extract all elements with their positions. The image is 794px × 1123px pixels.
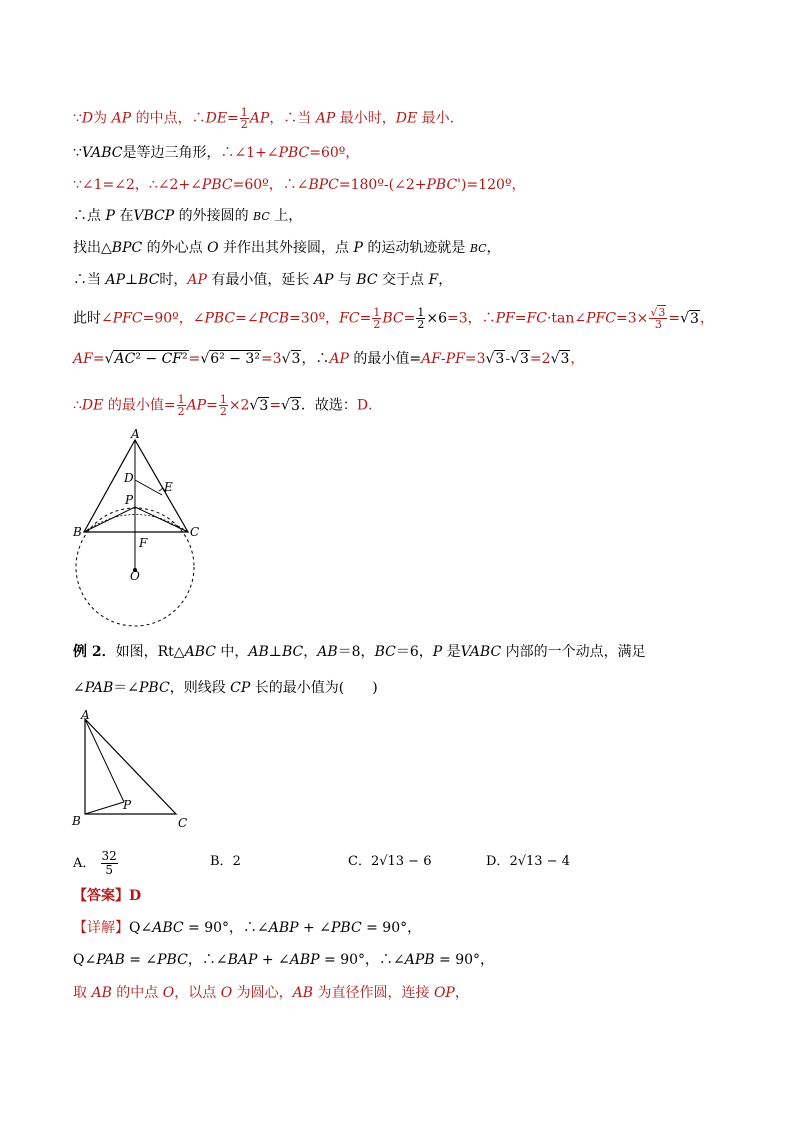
label-F: F [139, 536, 148, 550]
solution-line-1: ∵D为 AP 的中点，∴DE= $\frac{1}{2}$ AP，∴当 AP 最小时，DE 最小． [73, 106, 464, 131]
detail-line-1: 【详解】Q∠ABC = 90°，∴∠ABP + ∠PBC = 90°， [73, 920, 422, 936]
figure-right-triangle [68, 706, 198, 831]
example-2-line-2: ∠PAB＝∠PBC，则线段 CP 长的最小值为( ) [73, 680, 378, 696]
solution-line-5: 找出△BPC 的外心点 O 并作出其外接圆，点 P 的运动轨迹就是 BC， [73, 240, 501, 256]
label-P: P [123, 798, 132, 812]
label-C: C [190, 525, 200, 539]
detail-line-3: 取 AB 的中点 O，以点 O 为圆心，AB 为直径作圆，连接 OP， [73, 985, 469, 1001]
solution-line-4: ∴点 P 在VBCP 的外接圆的 BC 上， [73, 208, 303, 224]
label-E: E [164, 480, 173, 494]
label-O: O [130, 569, 140, 583]
solution-line-9: ∴DE 的最小值= $\frac{1}{2}$ AP= $\frac{1}{2}$ ×2√3=√3．故选：D． [73, 393, 383, 418]
option-b: B．2 [210, 854, 241, 869]
label-P: P [125, 493, 134, 507]
label-B: B [73, 525, 82, 539]
solution-line-3: ∵∠1=∠2，∴∠2+∠PBC=60º，∴∠BPC=180º-(∠2+PBC')=120º， [73, 177, 526, 193]
solution-line-8: AF=√AC² − CF²=√6² − 3²=3√3，∴AP 的最小值=AF-PF=3√3-√3=2√3， [73, 351, 585, 367]
detail-line-2: Q∠PAB = ∠PBC，∴∠BAP + ∠ABP = 90°，∴∠APB = 90°， [73, 952, 495, 968]
solution-line-6: ∴当 AP⊥BC时，AP 有最小值，延长 AP 与 BC 交于点 F， [73, 272, 453, 288]
label-A: A [81, 708, 90, 722]
label-A: A [131, 427, 140, 441]
option-d: D．2√13 − 4 [486, 854, 570, 869]
solution-line-2: ∵VABC是等边三角形，∴∠1+∠PBC=60º， [73, 145, 360, 161]
label-C: C [178, 816, 188, 830]
option-c: C．2√13 − 6 [348, 854, 432, 869]
option-a: A． $\frac{32}{5}$ [73, 849, 117, 877]
solution-line-7: 此时∠PFC=90º，∠PBC=∠PCB=30º，FC= $\frac{1}{2}$ BC= $\frac{1}{2}$ ×6=3，∴PF=FC·tan∠PFC=3× $\frac{√3}{3}$ =√3， [73, 306, 714, 331]
answer-label: 【答案】D [73, 888, 142, 904]
example-2-line-1: 例 2．如图，Rt△ABC 中，AB⊥BC，AB＝8，BC＝6，P 是VABC 内部的一个动点，满足 [73, 644, 646, 660]
figure-equilateral-triangle-circle [60, 425, 220, 630]
label-D: D [124, 471, 134, 485]
label-B: B [72, 814, 81, 828]
